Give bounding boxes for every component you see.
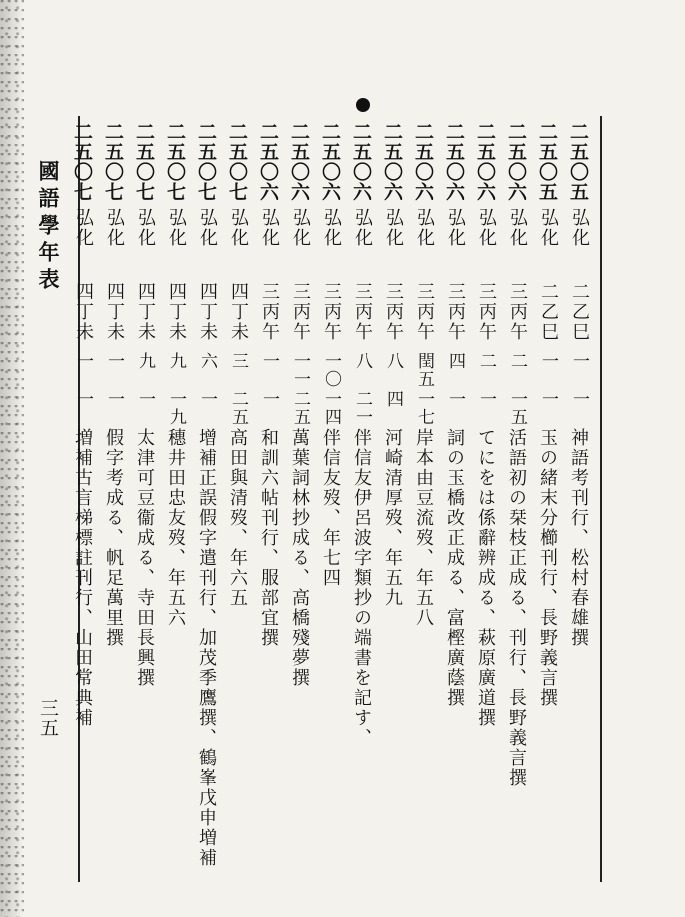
- entry-day: 四: [383, 390, 403, 408]
- entry-month: 二: [476, 352, 496, 370]
- entry-month: 四: [445, 352, 465, 370]
- table-row: [349, 122, 375, 882]
- entry-month: 一: [73, 352, 93, 370]
- entry-era-year: 四丁未: [228, 282, 249, 342]
- entry-day: 一五: [507, 390, 527, 426]
- entry-day: 一: [135, 390, 155, 408]
- table-row: [163, 122, 189, 882]
- entry-day: 一四: [321, 390, 341, 426]
- page-number: 三五: [37, 698, 59, 738]
- entry-era: 弘化: [259, 208, 280, 248]
- entry-event: 假字考成る、帆足萬里撰: [103, 428, 124, 648]
- entry-year: 二五〇七: [71, 122, 93, 202]
- table-row: [194, 122, 220, 882]
- entry-year: 二五〇五: [536, 122, 558, 202]
- entry-month: 一一: [290, 352, 310, 388]
- entry-event: 穗井田忠友歿、年五六: [165, 428, 186, 628]
- entry-month: 三: [228, 352, 248, 370]
- entry-era: 弘化: [135, 208, 156, 248]
- entry-year: 二五〇七: [133, 122, 155, 202]
- entry-month: 九: [166, 352, 186, 370]
- entry-era-year: 三丙午: [383, 282, 404, 342]
- binding-hole-mark: [356, 98, 370, 112]
- table-row: [132, 122, 158, 882]
- entry-era-year: 三丙午: [507, 282, 528, 342]
- entry-month: 六: [197, 352, 217, 370]
- table-row: [256, 122, 282, 882]
- entry-era-year: 三丙午: [321, 282, 342, 342]
- entry-day: 二五: [228, 390, 248, 426]
- entry-era: 弘化: [104, 208, 125, 248]
- table-row: [566, 122, 592, 882]
- entry-event: 神語考刊行、松村春雄撰: [568, 428, 589, 648]
- entry-era: 弘化: [228, 208, 249, 248]
- entry-era-year: 四丁未: [104, 282, 125, 342]
- entry-event: てにをは係辭辨成る、萩原廣道撰: [475, 428, 496, 728]
- entry-era: 弘化: [538, 208, 559, 248]
- entry-month: 一: [538, 352, 558, 370]
- table-row: [442, 122, 468, 882]
- entry-era-year: 四丁未: [166, 282, 187, 342]
- entry-day: 一: [197, 390, 217, 408]
- table-row: [225, 122, 251, 882]
- entry-era: 弘化: [290, 208, 311, 248]
- entry-event: 岸本由豆流歿、年五八: [413, 428, 434, 628]
- scan-edge-noise: [0, 0, 24, 917]
- entry-era: 弘化: [197, 208, 218, 248]
- entry-era-year: 二乙巳: [569, 282, 590, 342]
- table-row: [411, 122, 437, 882]
- entry-era: 弘化: [73, 208, 94, 248]
- entry-day: 一: [569, 390, 589, 408]
- entry-day: 二五: [290, 390, 310, 426]
- entry-event: 増補古言梯標註刊行、山田常典補: [72, 428, 93, 728]
- table-row: [287, 122, 313, 882]
- entry-year: 二五〇六: [350, 122, 372, 202]
- entry-month: 二: [507, 352, 527, 370]
- entry-day: 一: [445, 390, 465, 408]
- page-header-title: 國語學年表: [36, 160, 61, 295]
- right-border-line: [600, 116, 602, 882]
- entry-era-year: 三丙午: [290, 282, 311, 342]
- entry-year: 二五〇六: [257, 122, 279, 202]
- entry-era-year: 三丙午: [414, 282, 435, 342]
- table-row: [70, 122, 96, 882]
- entry-day: 一: [538, 390, 558, 408]
- entry-month: 九: [135, 352, 155, 370]
- entry-era: 弘化: [445, 208, 466, 248]
- entry-month: 一: [569, 352, 589, 370]
- entry-event: 玉の緒末分櫛刊行、長野義言撰: [537, 428, 558, 708]
- entry-era: 弘化: [166, 208, 187, 248]
- entry-month: 一: [104, 352, 124, 370]
- entry-day: 一: [104, 390, 124, 408]
- entry-event: 伴信友歿、年七四: [320, 428, 341, 588]
- entry-event: 增補正誤假字遣刊行、加茂季鷹撰、鶴峯戊申増補: [196, 428, 217, 868]
- entry-year: 二五〇七: [195, 122, 217, 202]
- entry-event: 高田與清歿、年六五: [227, 428, 248, 608]
- entry-era-year: 二乙巳: [538, 282, 559, 342]
- table-row: [504, 122, 530, 882]
- entry-event: 詞の玉橋改正成る、富樫廣蔭撰: [444, 428, 465, 708]
- entry-day: 一七: [414, 390, 434, 426]
- table-row: [535, 122, 561, 882]
- entry-month: 八: [352, 352, 372, 370]
- entry-day: 一: [73, 390, 93, 408]
- entry-year: 二五〇六: [505, 122, 527, 202]
- entry-day: 一: [259, 390, 279, 408]
- entry-month: 八: [383, 352, 403, 370]
- entry-era: 弘化: [383, 208, 404, 248]
- entry-day: 二一: [352, 390, 372, 426]
- entry-era-year: 三丙午: [259, 282, 280, 342]
- table-row: [318, 122, 344, 882]
- entry-year: 二五〇六: [474, 122, 496, 202]
- entry-event: 伴信友伊呂波字類抄の端書を記す、: [351, 428, 372, 748]
- entry-day: 一九: [166, 390, 186, 426]
- entry-era-year: 四丁未: [135, 282, 156, 342]
- entry-year: 二五〇七: [226, 122, 248, 202]
- entry-year: 二五〇六: [412, 122, 434, 202]
- entry-event: 萬葉詞林抄成る、高橋殘夢撰: [289, 428, 310, 688]
- entry-year: 二五〇六: [319, 122, 341, 202]
- entry-year: 二五〇六: [288, 122, 310, 202]
- entry-month: 閏五: [414, 352, 434, 388]
- entry-event: 活語初の栞枝正成る、刊行、長野義言撰: [506, 428, 527, 788]
- entry-era-year: 三丙午: [445, 282, 466, 342]
- table-row: [101, 122, 127, 882]
- entry-month: 一〇: [321, 352, 341, 388]
- entry-era-year: 四丁未: [197, 282, 218, 342]
- entry-era: 弘化: [476, 208, 497, 248]
- entry-era: 弘化: [569, 208, 590, 248]
- entry-month: 一: [259, 352, 279, 370]
- entry-year: 二五〇六: [443, 122, 465, 202]
- entry-era: 弘化: [352, 208, 373, 248]
- entry-year: 二五〇七: [102, 122, 124, 202]
- entry-era: 弘化: [414, 208, 435, 248]
- table-row: [380, 122, 406, 882]
- entry-era: 弘化: [507, 208, 528, 248]
- entry-event: 和訓六帖刊行、服部宜撰: [258, 428, 279, 648]
- entry-year: 二五〇六: [381, 122, 403, 202]
- entry-event: 河崎清厚歿、年五九: [382, 428, 403, 608]
- entry-era: 弘化: [321, 208, 342, 248]
- entry-year: 二五〇五: [567, 122, 589, 202]
- entry-day: 一: [476, 390, 496, 408]
- entry-era-year: 四丁未: [73, 282, 94, 342]
- entry-event: 太津可豆衞成る、寺田長興撰: [134, 428, 155, 688]
- entry-era-year: 三丙午: [476, 282, 497, 342]
- entry-era-year: 三丙午: [352, 282, 373, 342]
- entry-year: 二五〇七: [164, 122, 186, 202]
- table-row: [473, 122, 499, 882]
